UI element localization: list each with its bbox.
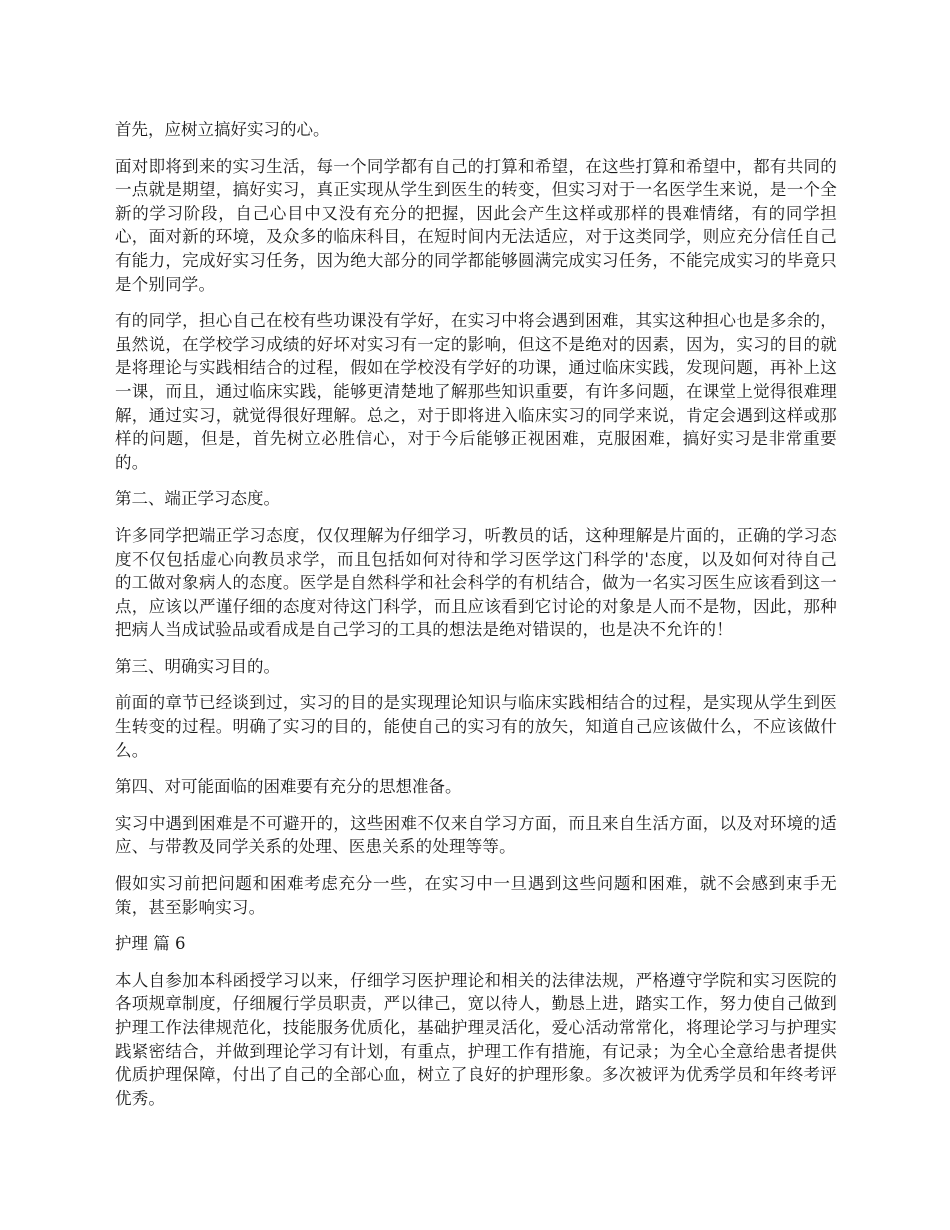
paragraph-difficulties: 实习中遇到困难是不可避开的，这些困难不仅来自学习方面，而且来自生活方面，以及对环境的适应、与带教及同学关系的处理、医患关系的处理等等。 (115, 813, 837, 857)
paragraph-study-worries: 有的同学，担心自己在校有些功课没有学好，在实习中将会遇到困难，其实这种担心也是多余的，虽然说，在学校学习成绩的好坏对实习有一定的影响，但这不是绝对的因素，因为，实习的目的就是将理论与实践相结合的过程，假如在学校没有学好的功课，通过临床实践，发现问题，再补上这一课，而且，通过临床实践，能够更清楚地了解那些知识重要，有许多问题，在课堂上觉得很难理解，通过实习，就觉得很好理解。总之，对于即将进入临床实习的同学来说，肯定会遇到这样或那样的问题，但是，首先树立必胜信心，对于今后能够正视困难，克服困难，搞好实习是非常重要的。 (115, 311, 837, 472)
paragraph-preparation: 假如实习前把问题和困难考虑充分一些，在实习中一旦遇到这些问题和困难，就不会感到束手无策，甚至影响实习。 (115, 874, 837, 917)
section-heading-third: 第三、明确实习目的。 (115, 656, 280, 676)
paragraph-learning-attitude: 许多同学把端正学习态度，仅仅理解为仔细学习，听教员的话，这种理解是片面的，正确的学习态度不仅包括虚心向教员求学，而且包括如何对待和学习医学这门科学的'态度，以及如何对待自己的工做对象病人的态度。医学是自然科学和社会科学的有机结合，做为一名实习医生应该看到这一点，应该以严谨仔细的态度对待这门科学，而且应该看到它讨论的对象是人而不是物，因此，那种把病人当成试验品或看成是自己学习的工具的想法是绝对错误的，也是决不允许的！ (115, 525, 837, 640)
document-body (115, 118, 837, 1123)
paragraph-nursing-summary: 本人自参加本科函授学习以来，仔细学习医护理论和相关的法律法规，严格遵守学院和实习医院的各项规章制度，仔细履行学员职责，严以律己，宽以待人，勤恳上进，踏实工作，努力使自己做到护理工作法律规范化，技能服务优质化，基础护理灵活化，爱心活动常常化，将理论学习与护理实践紧密结合，并做到理论学习有计划，有重点，护理工作有措施，有记录；为全心全意给患者提供优质护理保障，付出了自己的全部心血，树立了良好的护理形象。多次被评为优秀学员和年终考评优秀。 (115, 970, 837, 1108)
section-heading-second: 第二、端正学习态度。 (115, 489, 280, 509)
section-heading-first: 首先，应树立搞好实习的心。 (115, 120, 330, 139)
paragraph-internship-purpose: 前面的章节已经谈到过，实习的目的是实现理论知识与临床实践相结合的过程，是实现从学生到医生转变的过程。明确了实习的目的，能使自己的实习有的放矢，知道自己应该做什么，不应该做什么。 (115, 693, 837, 760)
paragraph-internship-mindset: 面对即将到来的实习生活，每一个同学都有自己的打算和希望，在这些打算和希望中，都有共同的一点就是期望，搞好实习，真正实现从学生到医生的转变，但实习对于一名医学生来说，是一个全新的学习阶段，自己心目中又没有充分的把握，因此会产生这样或那样的畏难情绪，有的同学担心，面对新的环境，及众多的临床科目，在短时间内无法适应，对于这类同学，则应充分信任自己有能力，完成好实习任务，因为绝大部分的同学都能够圆满完成实习任务，不能完成实习的毕竟只是个别同学。 (115, 156, 837, 294)
section-heading-nursing-6: 护理 篇 6 (115, 934, 186, 954)
section-heading-fourth: 第四、对可能面临的困难要有充分的思想准备。 (115, 777, 462, 797)
